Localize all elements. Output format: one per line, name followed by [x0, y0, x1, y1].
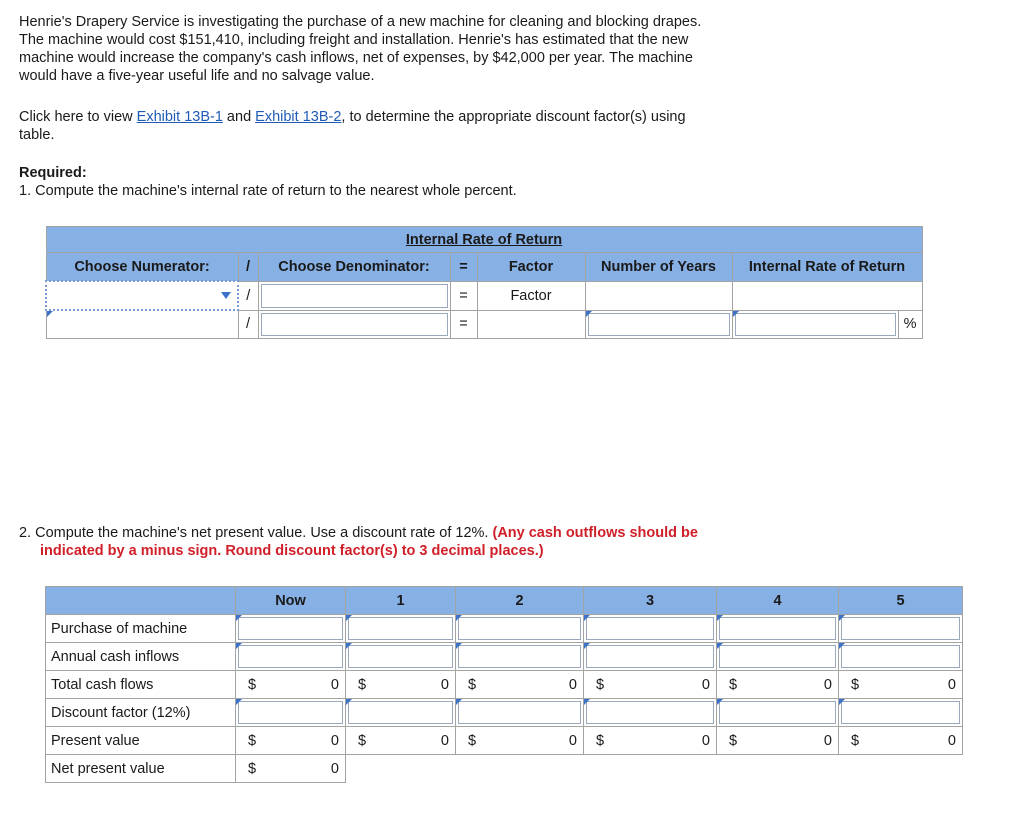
question-2-text: 2. Compute the machine's net present value. Use a discount rate of 12%. [19, 525, 493, 541]
irr-row-1 [46, 281, 922, 310]
header-factor: Factor [477, 253, 585, 282]
pv-y5 [839, 727, 963, 755]
label-total: Total cash flows [46, 671, 236, 699]
exhibit-13b-1-link[interactable]: Exhibit 13B-1 [136, 109, 223, 125]
total-y1-value: 0 [440, 676, 449, 693]
dollar-sign: $ [851, 733, 860, 749]
pv-y4-value: 0 [823, 732, 832, 749]
irr-title-row [46, 227, 922, 253]
dollar-sign: $ [248, 677, 257, 693]
irr-input[interactable] [732, 310, 898, 339]
exhibit-instructions [19, 108, 799, 144]
total-y5-value: 0 [947, 676, 956, 693]
header-denominator: Choose Denominator: [258, 253, 450, 282]
input-marker-icon [733, 311, 739, 317]
header-number-of-years: Number of Years [585, 253, 732, 282]
col-year-1: 1 [346, 587, 456, 615]
denominator-input-1[interactable] [258, 281, 450, 310]
row-present-value [46, 727, 963, 755]
npv-header-blank [46, 587, 236, 615]
row-net-present-value [46, 755, 963, 783]
row1-slash: / [238, 281, 258, 310]
irr-row-2 [46, 310, 922, 339]
row-inflows [46, 643, 963, 671]
discount-y5-input[interactable] [839, 699, 963, 727]
col-year-5: 5 [839, 587, 963, 615]
total-y3-value: 0 [701, 676, 710, 693]
input-marker-icon [839, 615, 845, 621]
dollar-sign: $ [468, 733, 477, 749]
col-year-2: 2 [456, 587, 584, 615]
row-discount [46, 699, 963, 727]
input-marker-icon [839, 643, 845, 649]
input-marker-icon [584, 699, 590, 705]
purchase-y4-input[interactable] [717, 615, 839, 643]
input-marker-icon [346, 643, 352, 649]
row-total [46, 671, 963, 699]
row2-equals: = [450, 310, 477, 339]
inflows-y2-input[interactable] [456, 643, 584, 671]
col-year-4: 4 [717, 587, 839, 615]
purchase-y1-input[interactable] [346, 615, 456, 643]
total-y2 [456, 671, 584, 699]
input-marker-icon [717, 699, 723, 705]
input-marker-icon [584, 643, 590, 649]
dollar-sign: $ [596, 733, 605, 749]
label-present-value: Present value [46, 727, 236, 755]
total-y5 [839, 671, 963, 699]
irr-header-row [46, 253, 922, 282]
click-suffix: , to determine the appropriate discount factor(s) using [341, 109, 686, 125]
question-1-text: 1. Compute the machine's internal rate of return to the nearest whole percent. [19, 183, 517, 199]
row-purchase [46, 615, 963, 643]
dollar-sign: $ [248, 733, 257, 749]
row1-factor-label: Factor [477, 281, 585, 310]
npv-value: 0 [330, 760, 339, 777]
discount-y1-input[interactable] [346, 699, 456, 727]
question-2-instruction-1: (Any cash outflows should be [492, 525, 698, 541]
npv-table [45, 586, 963, 783]
row1-years-blank [585, 281, 732, 310]
required-label: Required: [19, 165, 87, 181]
dollar-sign: $ [248, 761, 257, 777]
input-marker-icon [717, 615, 723, 621]
discount-now-input[interactable] [236, 699, 346, 727]
input-marker-icon [839, 699, 845, 705]
header-slash: / [238, 253, 258, 282]
row2-factor-blank [477, 310, 585, 339]
pv-y2 [456, 727, 584, 755]
pv-y4 [717, 727, 839, 755]
input-marker-icon [717, 643, 723, 649]
total-y1 [346, 671, 456, 699]
problem-description [19, 13, 799, 85]
pv-y3-value: 0 [701, 732, 710, 749]
label-discount: Discount factor (12%) [46, 699, 236, 727]
intro-line-4: would have a five-year useful life and no salvage value. [19, 68, 375, 84]
numerator-dropdown[interactable] [46, 281, 238, 310]
question-2 [19, 524, 819, 560]
intro-line-3: machine would increase the company's cash inflows, net of expenses, by $42,000 per year. The machine [19, 50, 693, 66]
click-mid: and [222, 109, 256, 125]
header-equals: = [450, 253, 477, 282]
input-marker-icon [346, 615, 352, 621]
input-marker-icon [586, 311, 592, 317]
dollar-sign: $ [358, 677, 367, 693]
total-now [236, 671, 346, 699]
inflows-y4-input[interactable] [717, 643, 839, 671]
irr-table [45, 226, 923, 339]
discount-y4-input[interactable] [717, 699, 839, 727]
row1-equals: = [450, 281, 477, 310]
header-internal-rate-of-return: Internal Rate of Return [732, 253, 922, 282]
pv-y1 [346, 727, 456, 755]
col-now: Now [236, 587, 346, 615]
pv-y1-value: 0 [440, 732, 449, 749]
click-prefix: Click here to view [19, 109, 137, 125]
chevron-down-icon [221, 292, 231, 299]
input-marker-icon [456, 699, 462, 705]
row1-irr-blank [732, 281, 922, 310]
purchase-y5-input[interactable] [839, 615, 963, 643]
total-y2-value: 0 [568, 676, 577, 693]
dollar-sign: $ [596, 677, 605, 693]
pv-now-value: 0 [330, 732, 339, 749]
input-marker-icon [456, 615, 462, 621]
purchase-y3-input[interactable] [584, 615, 717, 643]
percent-sign: % [898, 310, 922, 339]
total-y4-value: 0 [823, 676, 832, 693]
pv-y3 [584, 727, 717, 755]
intro-line-1: Henrie's Drapery Service is investigating the purchase of a new machine for cleaning and blocking drapes. [19, 14, 702, 30]
header-numerator: Choose Numerator: [46, 253, 238, 282]
purchase-y2-input[interactable] [456, 615, 584, 643]
input-marker-icon [236, 643, 242, 649]
dollar-sign: $ [468, 677, 477, 693]
dollar-sign: $ [358, 733, 367, 749]
inflows-y5-input[interactable] [839, 643, 963, 671]
exhibit-13b-2-link[interactable]: Exhibit 13B-2 [255, 109, 342, 125]
pv-now [236, 727, 346, 755]
pv-y2-value: 0 [568, 732, 577, 749]
denominator-input-2[interactable] [258, 310, 450, 339]
inflows-y1-input[interactable] [346, 643, 456, 671]
input-marker-icon [584, 615, 590, 621]
total-now-value: 0 [330, 676, 339, 693]
npv-row-empty [346, 755, 963, 783]
intro-line-2: The machine would cost $151,410, including freight and installation. Henrie's has estimated that the new [19, 32, 689, 48]
row2-slash: / [238, 310, 258, 339]
col-year-3: 3 [584, 587, 717, 615]
input-marker-icon [456, 643, 462, 649]
discount-y2-input[interactable] [456, 699, 584, 727]
click-line-2: table. [19, 127, 55, 143]
dollar-sign: $ [851, 677, 860, 693]
total-y4 [717, 671, 839, 699]
question-2-instruction-2: indicated by a minus sign. Round discount factor(s) to 3 decimal places.) [40, 543, 544, 559]
required-section [19, 164, 799, 200]
total-y3 [584, 671, 717, 699]
label-net-present-value: Net present value [46, 755, 236, 783]
input-marker-icon [236, 699, 242, 705]
dollar-sign: $ [729, 733, 738, 749]
input-marker-icon [236, 615, 242, 621]
label-inflows: Annual cash inflows [46, 643, 236, 671]
inflows-now-input[interactable] [236, 643, 346, 671]
numerator-input-2[interactable] [46, 310, 238, 339]
label-purchase: Purchase of machine [46, 615, 236, 643]
npv-now [236, 755, 346, 783]
discount-y3-input[interactable] [584, 699, 717, 727]
purchase-now-input[interactable] [236, 615, 346, 643]
input-marker-icon [346, 699, 352, 705]
pv-y5-value: 0 [947, 732, 956, 749]
npv-header-row [46, 587, 963, 615]
inflows-y3-input[interactable] [584, 643, 717, 671]
dollar-sign: $ [729, 677, 738, 693]
years-input[interactable] [585, 310, 732, 339]
irr-table-title: Internal Rate of Return [405, 231, 563, 248]
input-marker-icon [47, 311, 53, 317]
